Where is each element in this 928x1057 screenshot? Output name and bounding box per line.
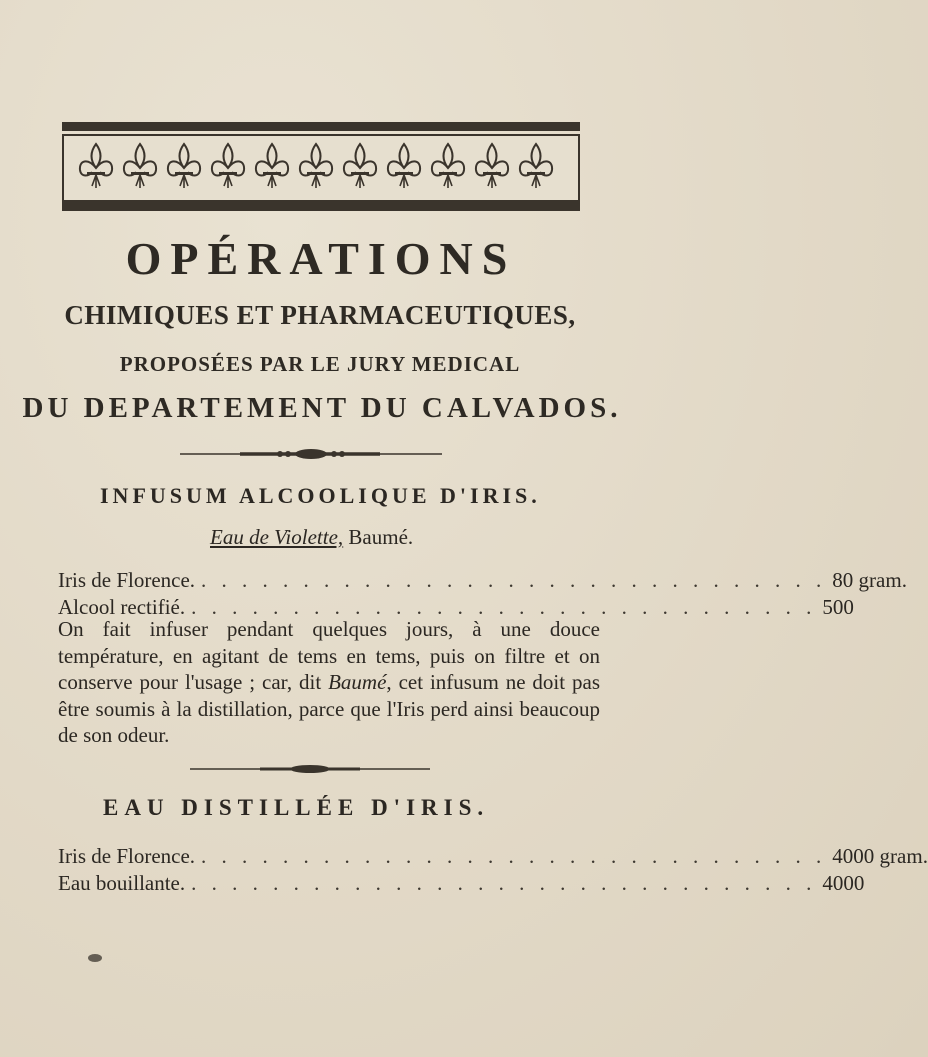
fleur-de-lis-icon [120, 140, 160, 194]
ingredient-list-infusum [58, 568, 907, 622]
section-title-infusum: INFUSUM ALCOOLIQUE D'IRIS. [100, 483, 541, 508]
ingredient-quantity: 80 gram. [832, 568, 907, 592]
ink-smudge [88, 954, 102, 962]
list-item [58, 844, 928, 871]
page-subtitle-line4: DU DEPARTEMENT DU CALVADOS. [22, 392, 622, 424]
fleur-de-lis-icon [472, 140, 512, 194]
list-item [58, 871, 865, 898]
subtitle-italic: Eau de Violette, [210, 525, 344, 549]
fleur-de-lis-icon [164, 140, 204, 194]
leader-dots: . . . . . . . . . . . . . . . . . . . . . . . . . . . . . . . [191, 595, 817, 619]
fleur-de-lis-icon [208, 140, 248, 194]
ornamental-header-band [62, 122, 580, 212]
section-subtitle-infusum [210, 525, 413, 550]
fleur-de-lis-icon [384, 140, 424, 194]
leader-dots: . . . . . . . . . . . . . . . . . . . . . . . . . . . . . . . [201, 568, 827, 592]
ornament-bottom-band [62, 202, 580, 211]
ornament-top-band [62, 122, 580, 131]
ingredient-name: Iris de Florence. [58, 568, 196, 592]
instructions-author: Baumé [328, 670, 387, 694]
subtitle-author: Baumé. [348, 525, 414, 549]
fleur-de-lis-icon [516, 140, 556, 194]
instructions-paragraph [58, 616, 600, 749]
fleur-de-lis-icon [76, 140, 116, 194]
leader-dots: . . . . . . . . . . . . . . . . . . . . . . . . . . . . . . . [191, 871, 817, 895]
ingredient-name: Eau bouillante. [58, 871, 186, 895]
ingredient-list-eau-distillee [58, 844, 928, 898]
ingredient-quantity: 4000 [822, 871, 865, 895]
fleur-de-lis-icon [340, 140, 380, 194]
ingredient-quantity: 4000 gram. [832, 844, 928, 868]
leader-dots: . . . . . . . . . . . . . . . . . . . . . . . . . . . . . . . [201, 844, 827, 868]
fleur-de-lis-icon [252, 140, 292, 194]
list-item [58, 568, 907, 595]
section-title-eau-distillee: EAU DISTILLÉE D'IRIS. [103, 795, 490, 820]
ingredient-quantity: 500 [822, 595, 854, 619]
page-subtitle-line3: PROPOSÉES PAR LE JURY MEDICAL [119, 352, 521, 376]
instructions-end: , cet infusum ne doit pas être soumis à la distillation, parce que l'Iris perd ainsi beaucoup de son odeur. [58, 670, 601, 747]
ingredient-name: Alcool rectifié. [58, 595, 186, 619]
instructions-start: On fait infuser pendant quelques jours, à une douce température, en agitant de tems en tems, puis on filtre et on conserve pour l'usage ; car, dit [58, 617, 600, 694]
ornamental-rule-icon [190, 763, 430, 775]
page-title: OPÉRATIONS [125, 233, 517, 284]
fleur-de-lis-icon [428, 140, 468, 194]
ornamental-rule-icon [180, 446, 442, 462]
page-subtitle: CHIMIQUES ET PHARMACEUTIQUES, [64, 300, 576, 330]
fleur-de-lis-row [76, 140, 556, 194]
fleur-de-lis-icon [296, 140, 336, 194]
ingredient-name: Iris de Florence. [58, 844, 196, 868]
